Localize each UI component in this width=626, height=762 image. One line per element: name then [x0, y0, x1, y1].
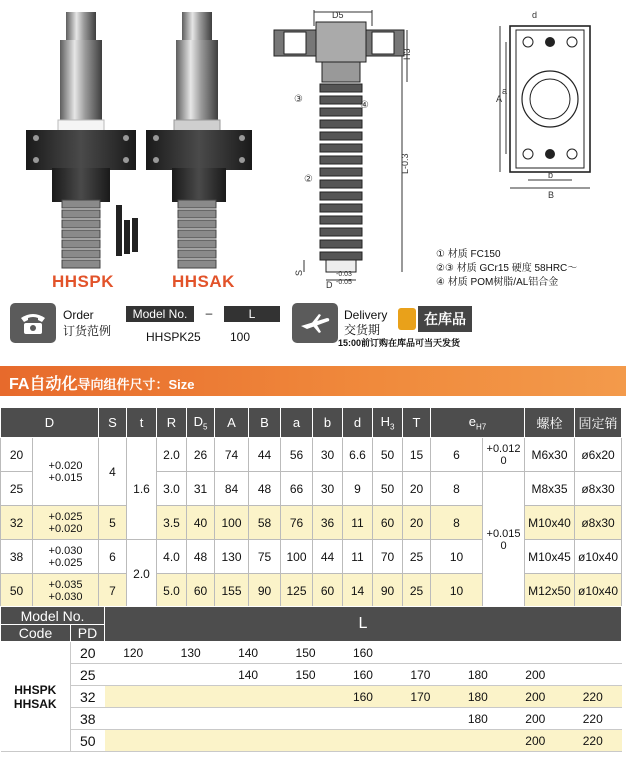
- l-cell: 170: [392, 664, 449, 686]
- model-dash: –: [205, 306, 213, 320]
- l-cell: [277, 730, 334, 752]
- dim-h3-label: H3: [402, 48, 412, 60]
- col-bolt: 螺栓: [525, 408, 575, 438]
- cell-D5: 26: [187, 438, 215, 472]
- l-cell: 150: [277, 642, 334, 664]
- model-no-label: Model No.: [126, 306, 194, 322]
- dim-d-label: D: [326, 280, 333, 290]
- cell-bolt: M10x45: [525, 540, 575, 574]
- cell-D-tolerance: +0.025 +0.020: [33, 506, 99, 540]
- cell-H3: 90: [373, 574, 403, 608]
- cell-T: 25: [403, 574, 431, 608]
- dim-d5-label: D5: [332, 10, 344, 20]
- cell-b: 30: [313, 438, 343, 472]
- cell-D: 25: [1, 472, 33, 506]
- top-view-drawing: [470, 2, 620, 208]
- telephone-icon: [10, 303, 56, 343]
- l-cell: 160: [334, 664, 391, 686]
- dim-a-label: a: [502, 86, 508, 96]
- cell-T: 25: [403, 540, 431, 574]
- l-cell: [449, 730, 506, 752]
- table-row: [1, 664, 622, 686]
- cell-B: 58: [249, 506, 281, 540]
- cell-a: 100: [281, 540, 313, 574]
- cell-pin: ø6x20: [575, 438, 622, 472]
- col-d: d: [343, 408, 373, 438]
- cell-d: 9: [343, 472, 373, 506]
- cell-e: 10: [431, 574, 483, 608]
- cell-d: 6.6: [343, 438, 373, 472]
- material-line-2: ②③ 材质 GCr15 硬度 58HRC～: [436, 263, 578, 274]
- callout-2: ②: [304, 174, 313, 185]
- cell-B: 90: [249, 574, 281, 608]
- banner-title: FA自动化: [9, 376, 78, 393]
- l-cell: 120: [105, 642, 162, 664]
- dim-d-hole-label: d: [532, 10, 538, 20]
- l-cell: [334, 708, 391, 730]
- cell-T: 15: [403, 438, 431, 472]
- l-cell: [162, 708, 219, 730]
- cell-d: 14: [343, 574, 373, 608]
- dim-A-label: A: [496, 94, 503, 104]
- cell-B: 75: [249, 540, 281, 574]
- col-D: D: [1, 408, 99, 438]
- side-view-drawing: [264, 4, 414, 294]
- cell-S: 5: [99, 506, 127, 540]
- cell-D: 50: [1, 574, 33, 608]
- l-cell: [277, 686, 334, 708]
- l-cell: 200: [507, 664, 564, 686]
- pd-cell: 20: [71, 642, 105, 664]
- dim-B-label: B: [548, 190, 555, 200]
- material-line-3: ④ 材质 POM树脂/AL铝合金: [436, 277, 559, 288]
- l-cell: 180: [449, 686, 506, 708]
- cell-a: 76: [281, 506, 313, 540]
- l-cell: [105, 664, 162, 686]
- cell-A: 155: [215, 574, 249, 608]
- callout-3: ③: [294, 94, 303, 105]
- cell-bolt: M6x30: [525, 438, 575, 472]
- cell-T: 20: [403, 506, 431, 540]
- cell-bolt: M12x50: [525, 574, 575, 608]
- cell-A: 74: [215, 438, 249, 472]
- order-label-en: Order: [63, 308, 94, 322]
- l-cell: 220: [564, 708, 622, 730]
- stock-box-icon: [398, 308, 416, 330]
- cell-b: 60: [313, 574, 343, 608]
- cell-D5: 31: [187, 472, 215, 506]
- col-D5: $D_5$: [187, 408, 215, 438]
- cell-e: 8: [431, 506, 483, 540]
- cell-H3: 50: [373, 472, 403, 506]
- l-cell: 150: [277, 664, 334, 686]
- l-cell: [219, 686, 276, 708]
- size-table: [0, 407, 622, 608]
- cell-R: 2.0: [157, 438, 187, 472]
- airplane-icon: [292, 303, 338, 343]
- l-cell: 140: [219, 642, 276, 664]
- cell-e: 6: [431, 438, 483, 472]
- col-T: T: [403, 408, 431, 438]
- l-cell: [334, 730, 391, 752]
- material-line-1: ① 材质 FC150: [436, 249, 501, 260]
- cell-a: 125: [281, 574, 313, 608]
- code-cell: HHSPK HHSAK: [1, 642, 71, 752]
- cell-R: 3.5: [157, 506, 187, 540]
- cell-d: 11: [343, 506, 373, 540]
- cell-R: 5.0: [157, 574, 187, 608]
- cell-A: 130: [215, 540, 249, 574]
- l-cell: [564, 664, 622, 686]
- cell-D-tolerance: +0.020 +0.015: [33, 438, 99, 506]
- cell-D5: 60: [187, 574, 215, 608]
- l-cell: 170: [392, 686, 449, 708]
- cell-H3: 70: [373, 540, 403, 574]
- col-H3: $H_3$: [373, 408, 403, 438]
- cell-S: 4: [99, 438, 127, 506]
- header-code: Code: [1, 625, 71, 642]
- l-cell: [162, 730, 219, 752]
- cell-T: 20: [403, 472, 431, 506]
- in-stock-badge: [398, 306, 472, 332]
- in-stock-label: 在库品: [418, 306, 472, 332]
- table-row: [1, 506, 622, 540]
- l-cell: [449, 642, 506, 664]
- table-row: [1, 574, 622, 608]
- l-cell: 140: [219, 664, 276, 686]
- callout-4: ④: [360, 100, 369, 111]
- table-row: [1, 708, 622, 730]
- l-cell: [392, 708, 449, 730]
- dim-l-label: L-0.3: [400, 153, 410, 174]
- l-cell: [105, 730, 162, 752]
- hhspk-product-image: [22, 10, 140, 272]
- table-row: [1, 642, 622, 664]
- cell-e-tolerance: +0.015 0: [483, 472, 525, 608]
- col-b: b: [313, 408, 343, 438]
- cell-H3: 50: [373, 438, 403, 472]
- table-row: [1, 438, 622, 472]
- col-t: t: [127, 408, 157, 438]
- cell-D: 38: [1, 540, 33, 574]
- l-cell: [105, 686, 162, 708]
- cell-R: 3.0: [157, 472, 187, 506]
- dim-s-label: S: [294, 269, 304, 276]
- cell-D5: 40: [187, 506, 215, 540]
- cell-H3: 60: [373, 506, 403, 540]
- dim-d-tol-low: -0.05: [336, 279, 352, 286]
- l-cell: [564, 642, 622, 664]
- l-cell: 160: [334, 642, 391, 664]
- table-row: [1, 730, 622, 752]
- cell-S: 6: [99, 540, 127, 574]
- cell-pin: ø10x40: [575, 540, 622, 574]
- col-S: S: [99, 408, 127, 438]
- l-cell: 200: [507, 730, 564, 752]
- cell-b: 36: [313, 506, 343, 540]
- l-cell: 220: [564, 730, 622, 752]
- cell-e: 8: [431, 472, 483, 506]
- cell-e: 10: [431, 540, 483, 574]
- l-cell: [162, 664, 219, 686]
- header-L: L: [105, 607, 622, 642]
- l-cell: [162, 686, 219, 708]
- l-cell: [277, 708, 334, 730]
- dim-b-label: b: [548, 170, 554, 180]
- l-cell: [219, 730, 276, 752]
- cell-D-tolerance: +0.035 +0.030: [33, 574, 99, 608]
- pd-cell: 32: [71, 686, 105, 708]
- l-cell: 220: [564, 686, 622, 708]
- l-cell: 200: [507, 708, 564, 730]
- l-cell: [392, 730, 449, 752]
- order-label-cn: 订货范例: [63, 324, 112, 338]
- cell-R: 4.0: [157, 540, 187, 574]
- order-example: [10, 303, 111, 343]
- pd-cell: 38: [71, 708, 105, 730]
- length-value: 100: [230, 330, 251, 344]
- cell-D: 32: [1, 506, 33, 540]
- cell-a: 66: [281, 472, 313, 506]
- l-cell: 200: [507, 686, 564, 708]
- cell-d: 11: [343, 540, 373, 574]
- cell-D-tolerance: +0.030 +0.025: [33, 540, 99, 574]
- cell-pin: ø10x40: [575, 574, 622, 608]
- delivery-label-en: Delivery: [344, 308, 388, 322]
- product-name-hhsak: HHSAK: [172, 272, 235, 291]
- cell-D: 20: [1, 438, 33, 472]
- col-A: A: [215, 408, 249, 438]
- cell-t: 1.6: [127, 438, 157, 540]
- length-table-header: [1, 607, 622, 625]
- cell-S: 7: [99, 574, 127, 608]
- product-name-hhspk: HHSPK: [52, 272, 115, 291]
- cell-bolt: M10x40: [525, 506, 575, 540]
- cell-bolt: M8x35: [525, 472, 575, 506]
- l-label: L: [224, 306, 280, 322]
- header-pd: PD: [71, 625, 105, 642]
- cell-a: 56: [281, 438, 313, 472]
- cell-pin: ø8x30: [575, 506, 622, 540]
- col-B: B: [249, 408, 281, 438]
- pd-cell: 25: [71, 664, 105, 686]
- hhsak-product-image: [146, 10, 256, 272]
- table-row: [1, 686, 622, 708]
- length-table: [0, 606, 622, 752]
- l-cell: 180: [449, 664, 506, 686]
- cell-e-tolerance: +0.012 0: [483, 438, 525, 472]
- cell-D5: 48: [187, 540, 215, 574]
- l-cell: 130: [162, 642, 219, 664]
- col-R: R: [157, 408, 187, 438]
- cell-B: 48: [249, 472, 281, 506]
- cell-b: 30: [313, 472, 343, 506]
- section-banner: [0, 366, 626, 396]
- col-a: a: [281, 408, 313, 438]
- table-row: [1, 540, 622, 574]
- cell-b: 44: [313, 540, 343, 574]
- cell-A: 84: [215, 472, 249, 506]
- l-cell: [392, 642, 449, 664]
- l-cell: 160: [334, 686, 391, 708]
- cell-B: 44: [249, 438, 281, 472]
- cell-pin: ø8x30: [575, 472, 622, 506]
- cell-t: 2.0: [127, 540, 157, 608]
- col-pin: 固定销: [575, 408, 622, 438]
- dim-d-tol-up: -0.03: [336, 271, 352, 278]
- delivery-label-cn: 交货期: [344, 323, 381, 337]
- col-e: $e_{H7}$: [431, 408, 525, 438]
- size-table-header: [1, 408, 622, 438]
- l-cell: [105, 708, 162, 730]
- product-overview: [0, 0, 626, 356]
- banner-subtitle: 导向组件尺寸：Size: [77, 377, 195, 392]
- pd-cell: 50: [71, 730, 105, 752]
- l-cell: [507, 642, 564, 664]
- model-value: HHSPK25: [146, 330, 201, 344]
- material-notes: [436, 248, 577, 290]
- l-cell: 180: [449, 708, 506, 730]
- cell-A: 100: [215, 506, 249, 540]
- same-day-note: 15:00前订购在库品可当天发货: [338, 338, 461, 348]
- header-model-no: Model No.: [1, 607, 105, 625]
- l-cell: [219, 708, 276, 730]
